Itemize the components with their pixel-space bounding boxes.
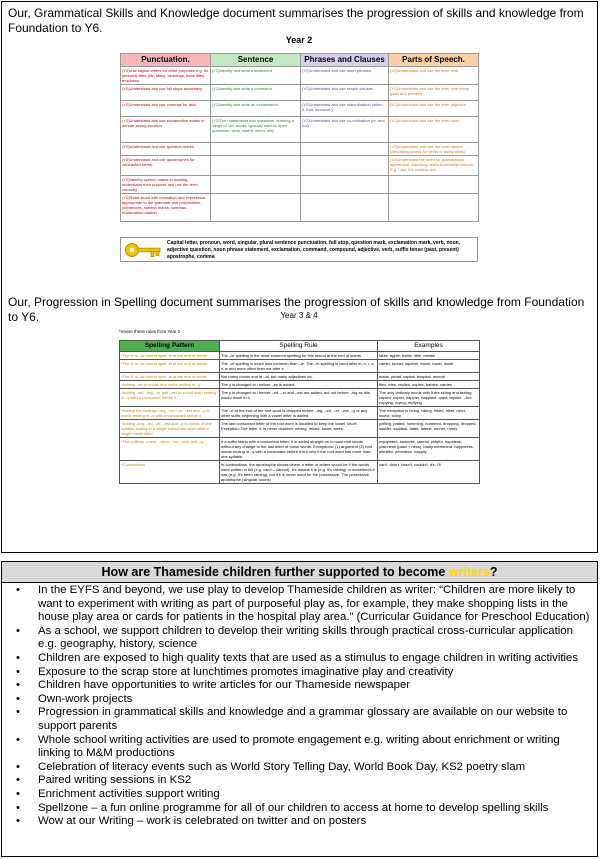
support-item (16, 801, 593, 816)
bullet-icon: • (16, 679, 20, 692)
grammar-header-3: Parts of Speech. (389, 54, 479, 67)
grammar-row (121, 176, 479, 194)
support-item-text: Own-work projects (38, 692, 133, 705)
bullet-icon: • (16, 706, 20, 719)
grammar-cell: (Y2)Understand and use apostrophes for contracted forms. (121, 156, 211, 176)
support-item-text: In the EYFS and beyond, we use play to develop Thameside children as writer: “Children are more likely to want to experiment with writing as part of purposeful play as, for example, they make shopping lists in the house play area or cards for patients in the hospital play area.” (Curricular Guidance for Preschool Education) (38, 584, 590, 624)
spelling-row (120, 420, 480, 438)
spelling-cell: flies, tries, replies, copies, babies, carries (378, 381, 480, 389)
spelling-row (120, 360, 480, 373)
spelling-cell: The –e at the end of the root word is dropped before –ing, –ed, –er, –est, –y or any other suffix beginning with a vowel letter is added. (220, 407, 378, 420)
grammar-cell (211, 156, 301, 176)
support-item (16, 584, 593, 625)
grammar-cell: (Y2)Identify and write a command. (211, 85, 301, 101)
grammar-cell (301, 156, 389, 176)
grammar-header-2: Phrases and Clauses (301, 54, 389, 67)
spelling-cell: The only ordinary words with ii are skiing and taxiing. copied, copier, happier, happiest, cried, replied ...but copying, crying, replying (378, 389, 480, 407)
grammar-row (121, 143, 479, 156)
grammar-cell: (Y2)Understand and use the term noun. (389, 117, 479, 143)
grammar-cell: (Y2)Understand and use exclamation marks to denote strong emotion. (121, 117, 211, 143)
grammar-cell: (Y2)Understand and use question marks. (121, 143, 211, 156)
bullet-icon: • (16, 760, 20, 773)
spelling-header-0: Spelling Pattern (120, 341, 220, 352)
grammar-row (121, 117, 479, 143)
grammar-cell: (Y2)Understand and use noun phrases. (301, 67, 389, 85)
grammar-cell (301, 194, 389, 222)
bullet-icon: • (16, 815, 20, 828)
support-panel (1, 561, 598, 857)
spelling-row (120, 373, 480, 381)
spelling-cell: enjoyment, sadness, careful, playful, hopeless, plainness (plain + ness), badly merriment, happiness, plentiful, penniless, happily (378, 438, 480, 461)
spelling-note: *revise these rules from Year 2 (119, 329, 181, 334)
support-item (16, 706, 593, 733)
spelling-table (119, 340, 480, 484)
spelling-cell: *Contractions (120, 461, 220, 484)
grammar-cell (211, 143, 301, 156)
grammar-cell (301, 176, 389, 194)
grammar-table (120, 53, 479, 222)
spelling-cell: In contractions, the apostrophe shows where a letter or letters would be if the words were written in full (e.g. can't – cannot). It's means it is (e.g. It's raining) or sometimes it has (e.g. It's been raining), but it's is never used for the possessive. The possessive apostrophe (singular nouns) (220, 461, 378, 484)
grammar-cell: (Y2)Understand and use the term verb (389, 67, 479, 85)
support-item (16, 624, 593, 652)
grammar-row (121, 101, 479, 117)
support-item (16, 774, 593, 788)
grammar-cell: (Y2)Understand and use co-ordination (or, and, but) (301, 117, 389, 143)
grammar-cell (389, 176, 479, 194)
spelling-cell: table, apple, bottle, little, middle (378, 352, 480, 360)
spelling-row (120, 381, 480, 389)
support-item (16, 815, 593, 829)
spelling-cell: metal, pedal, capital, hospital, animal (378, 373, 480, 381)
grammar-cell (211, 194, 301, 222)
spelling-cell: *The /l/ or /əl/ sound spelt -le at the end of words (120, 352, 220, 360)
support-item-text: Children are exposed to high quality texts that are used as a stimulus to engage children in writing activities (38, 651, 579, 664)
grammar-cell: (Y2)Turn statements into questions, learning a range of 'wh' words, typically used to open questions: what, where, when, why (211, 117, 301, 143)
spelling-cell: camel, tunnel, squirrel, travel, towel, tinsel (378, 360, 480, 373)
grammar-year-title: Year 2 (285, 35, 313, 45)
support-heading-text: How are Thameside children further supported to become (101, 565, 449, 579)
bullet-icon: • (16, 733, 20, 746)
grammar-row (121, 85, 479, 101)
spelling-year-title: Year 3 & 4 (280, 311, 318, 320)
support-item-text: Progression in grammatical skills and knowledge and a grammar glossary are available on our website to support parents (38, 706, 568, 732)
grammar-cell: (Y2)Use capital letters for other purposes e.g. for personal titles (Mr, Miss), headings, book titles, emphasis (121, 67, 211, 85)
bullet-icon: • (16, 651, 20, 664)
support-item-text: Children have opportunities to write articles for our Thameside newspaper (38, 679, 411, 692)
grammar-cell: (Y2)Understand and use the term adverb (describing words for verbs or doing word). (389, 143, 479, 156)
support-item-text: As a school, we support children to develop their writing skills through practical cross-curricular application e.g. geography, history, science (38, 624, 573, 651)
support-heading (2, 562, 597, 583)
spelling-cell: *Adding –ed, –ing, –er and –est to a root word ending in –y with a consonant before it (120, 389, 220, 407)
support-heading-highlight: writers (448, 565, 490, 579)
grammar-cell: (Y2)Understand and use the term verb tense (past and present) (389, 85, 479, 101)
bullet-icon: • (16, 665, 20, 678)
grammar-row (121, 156, 479, 176)
grammar-cell (389, 194, 479, 222)
support-list (2, 584, 593, 829)
support-item-text: Whole school writing activities are used to promote engagement e.g. writing about enrichment or writing linking to M&M productions (38, 733, 560, 760)
support-item (16, 679, 593, 693)
spelling-row (120, 352, 480, 360)
grammar-cell: (Y2)Understand and use simple clauses. (301, 85, 389, 101)
grammar-cell: (Y2)Read aloud with intonation and expression appropriate to the grammar and punctuation, (sentences, speech marks, commas, exclamation marks) (121, 194, 211, 222)
grammar-cell: (Y2)Identify and write a statement. (211, 67, 301, 85)
spelling-cell: The exception is being. hiking, hiked, hiker, nicer, nicest, shiny (378, 407, 480, 420)
support-item (16, 733, 593, 761)
grammar-header-1: Sentence (211, 54, 301, 67)
bullet-icon: • (16, 584, 20, 596)
support-item (16, 787, 593, 802)
spelling-header-2: Examples (378, 341, 480, 352)
bullet-icon: • (16, 624, 20, 637)
grammar-intro: Our, Grammatical Skills and Knowledge document summarises the progression of skills and knowledge from Foundation to Y6. (8, 6, 584, 35)
spelling-cell: *The /l/ or /əl/ sound spelt -el at the end of words (120, 360, 220, 373)
grammar-cell: (Y2)Identify and write an exclamation. (211, 101, 301, 117)
grammar-cell: (Y2)Understand and use the term adjective. (389, 101, 479, 117)
grammar-cell: (Y2)Understand and use full stops accurately. (121, 85, 211, 101)
spelling-row (120, 438, 480, 461)
spelling-cell: The –el spelling is much less common than –le. The –el spelling is used after m, n, r, s, v, w and more often than not after s. (220, 360, 378, 373)
support-item-text: Exposure to the scrap store at lunchtimes promotes imaginative play and creativity (38, 665, 454, 678)
grammar-key-text: Capital letter, pronoun, word, singular, plural sentence punctuation, full stop, question mark, exclamation mark, verb, noun, adjective question, noun phrase statement, exclamation, command, compound, adjective, verb, suffix tense (past, present) apostrophe, comma (167, 240, 461, 260)
grammar-row (121, 194, 479, 222)
spelling-cell: *Adding –es to nouns and verbs ending in –y (120, 381, 220, 389)
spelling-cell: The y is changed to i before –es is added. (220, 381, 378, 389)
support-item-text: Enrichment activities support writing (38, 787, 220, 800)
bullet-icon: • (16, 787, 20, 800)
spelling-cell: *Adding the endings –ing, –ed, –er, –est and –y to words ending in –e with a consonant before it (120, 407, 220, 420)
bullet-icon: • (16, 774, 20, 787)
grammar-key-row (120, 237, 478, 262)
grammar-cell: (Y2)Understand the need for grammatical agreement, matching verbs to nouns/pronouns. E.g. I am, the children are (389, 156, 479, 176)
grammar-cell (301, 143, 389, 156)
support-item (16, 692, 593, 707)
support-item-text: Paired writing sessions in KS2 (38, 774, 192, 787)
spelling-cell: If a suffix starts with a consonant letter, it is added straight on to most root words without any change to the last letter of those words. Exceptions: (1) argument (2) root words ending in –y with a consonant before it but only if the root word has more than one syllable. (220, 438, 378, 461)
spelling-cell: *The suffixes –ment, –ness, –ful, –less and –ly (120, 438, 220, 461)
spelling-cell: The –le spelling is the most common spelling for this sound at the end of words. (220, 352, 378, 360)
spelling-cell: *The /l/ or /əl/ sound spelt -al at the end of words (120, 373, 220, 381)
key-icon (124, 241, 164, 260)
spelling-cell: Not many nouns end in –al, but many adjectives do. (220, 373, 378, 381)
support-item-text: Celebration of literacy events such as World Story Telling Day, World Book Day, KS2 poetry slam (38, 760, 526, 773)
progression-panel (1, 1, 598, 553)
spelling-header-1: Spelling Rule (220, 341, 378, 352)
grammar-cell (211, 176, 301, 194)
spelling-cell: can't, didn't, hasn't, couldn't, it's, I'll (378, 461, 480, 484)
support-heading-end: ? (489, 565, 498, 579)
support-item (16, 760, 593, 775)
spelling-cell: patting, patted, humming, hummed, dropping, dropped, sadder, saddest, fatter, fattest, runner, runny (378, 420, 480, 438)
grammar-cell: (Y2)Identify speech marks in reading, understand their purpose and use the term correctly (121, 176, 211, 194)
spelling-cell: *Adding –ing, –ed, –er, –est and –y to words of one syllable ending in a single consonant letter after a single vowel letter (120, 420, 220, 438)
grammar-header-0: Punctuation. (121, 54, 211, 67)
spelling-row (120, 389, 480, 407)
spelling-row (120, 407, 480, 420)
support-item-text: Wow at our Writing – work is celebrated on twitter and on posters (38, 815, 367, 828)
bullet-icon: • (16, 692, 20, 705)
spelling-cell: The y is changed to i before –ed, –er and –est are added, but not before –ing as this would result in ii. (220, 389, 378, 407)
bullet-icon: • (16, 801, 20, 814)
spelling-cell: The last consonant letter of the root word is doubled to keep the vowel 'short'. Exception: The letter 'x' is never doubled: mixing, mixed, boxer, sixes. (220, 420, 378, 438)
support-item (16, 651, 593, 666)
grammar-cell: (Y2)Understand and use subordination (when, if, that, because.) (301, 101, 389, 117)
grammar-row (121, 67, 479, 85)
grammar-cell: (Y2)Understand and use commas for lists. (121, 101, 211, 117)
support-item (16, 665, 593, 680)
support-item-text: Spellzone – a fun online programme for all of our children to access at home to develop spelling skills (38, 801, 549, 814)
spelling-intro: Our, Progression in Spelling document summarises the progression of skills and knowledge from Foundation to Y6. (8, 295, 585, 324)
spelling-row (120, 461, 480, 484)
